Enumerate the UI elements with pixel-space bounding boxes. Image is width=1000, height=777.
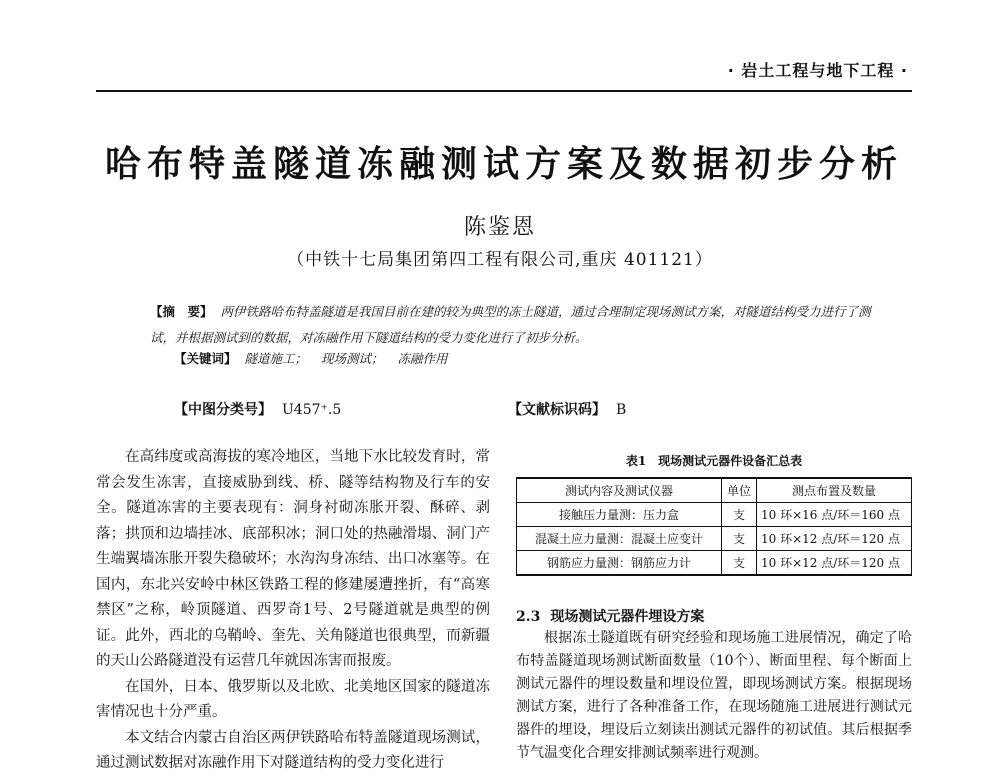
keyword: 现场测试； [321, 351, 384, 366]
table-cell: 10 环×16 点/环＝160 点 [757, 503, 912, 527]
article-affiliation: （中铁十七局集团第四工程有限公司,重庆 401121） [287, 250, 713, 270]
table-header-cell: 单位 [722, 478, 757, 503]
doc-code-block [508, 399, 626, 419]
table-cell: 混凝土应力量测：混凝土应变计 [517, 527, 722, 551]
body-paragraph: 根据冻土隧道既有研究经验和现场施工进展情况，确定了哈布特盖隧道现场测试断面数量（10个）、断面里程、每个断面上测试元器件的埋设数量和埋设位置，即现场测试方案。根据现场测试方案，进行了各种准备工作，在现场随施工进展进行测试元器件的埋设，埋设后立刻读出测试元器件的初试值。其后根据季节气温变化合理安排测试频率进行观测。 [516, 630, 912, 761]
section-title: 现场测试元器件埋设方案 [550, 609, 705, 625]
body-paragraph: 本文结合内蒙古自治区两伊铁路哈布特盖隧道现场测试，通过测试数据对冻融作用下对隧道结构的受力变化进行 [96, 729, 490, 771]
left-column [96, 445, 490, 777]
table-cell: 支 [722, 527, 757, 551]
article-author: 陈鉴恩 [463, 215, 536, 240]
abstract-block [150, 299, 878, 351]
body-paragraph: 在高纬度或高海拔的寒冷地区，当地下水比较发育时，常常会发生冻害，直接威胁到线、桥、隧等结构物及行车的安全。隧道冻害的主要表现有：洞身衬砌冻胀开裂、酥碎、剥落；拱顶和边墙挂冰、底部积冰；洞口处的热融滑塌、洞门产生端翼墙冻胀开裂失稳破坏；水沟沟身冻结、出口冰塞等。在国内，东北兴安岭中林区铁路工程的修建屡遭挫折，有“高寒禁区”之称，岭顶隧道、西罗奇1号、2号隧道就是典型的例证。此外，西北的乌鞘岭、奎先、关角隧道也很典型，而新疆的天山公路隧道没有运营几年就因冻害而报废。 [96, 449, 490, 669]
header-rule [96, 90, 912, 92]
table-caption: 表1 现场测试元器件设备汇总表 [625, 454, 803, 468]
table-header-cell: 测点布置及数量 [757, 478, 912, 503]
keywords-label: 【关键词】 [174, 351, 237, 366]
table-cell: 接触压力量测：压力盒 [517, 503, 722, 527]
table-cell: 10 环×12 点/环＝120 点 [757, 551, 912, 576]
clc-value: U457⁺.5 [282, 402, 342, 418]
article-title: 哈布特盖隧道冻融测试方案及数据初步分析 [104, 143, 903, 185]
section-number: 2.3 [516, 609, 541, 625]
clc-label: 【中图分类号】 [174, 402, 272, 418]
journal-section-label: · 岩土工程与地下工程 · [727, 61, 908, 80]
table-header-row [517, 478, 912, 503]
abstract-text: 两伊铁路哈布特盖隧道是我国目前在建的较为典型的冻土隧道，通过合理制定现场测试方案，对隧道结构受力进行了测试，并根据测试到的数据，对冻融作用下隧道结构的受力变化进行了初步分析。 [150, 304, 871, 345]
table-cell: 10 环×12 点/环＝120 点 [757, 527, 912, 551]
table-row [517, 503, 912, 527]
table-row [517, 527, 912, 551]
table-cell: 支 [722, 551, 757, 576]
keyword: 冻融作用 [397, 351, 448, 366]
keywords-block [174, 349, 462, 367]
table-header-cell: 测试内容及测试仪器 [517, 478, 722, 503]
equipment-table [516, 477, 912, 576]
table-row [517, 551, 912, 576]
doc-code-value: B [616, 402, 627, 418]
keyword: 隧道施工； [244, 351, 308, 366]
table-cell: 支 [722, 503, 757, 527]
abstract-label: 【摘 要】 [150, 304, 213, 319]
section-heading [516, 606, 704, 626]
clc-block [174, 399, 341, 419]
doc-code-label: 【文献标识码】 [508, 402, 606, 418]
body-paragraph: 在国外，日本、俄罗斯以及北欧、北美地区国家的隧道冻害情况也十分严重。 [96, 678, 490, 720]
right-column [516, 627, 912, 765]
table-cell: 钢筋应力量测：钢筋应力计 [517, 551, 722, 576]
